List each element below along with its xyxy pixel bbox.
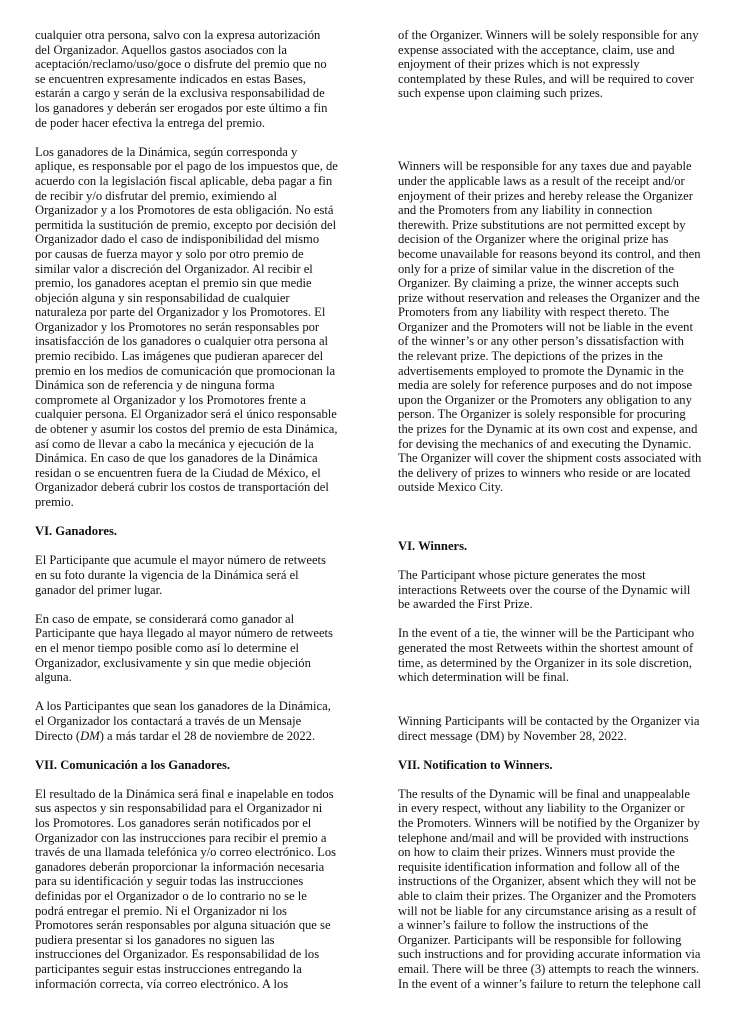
text-line: través de una llamada telefónica y/o correo electrónico. Los <box>35 845 337 860</box>
section-heading <box>35 524 355 539</box>
paragraph-spacer <box>35 743 355 758</box>
spanish-column <box>35 28 355 991</box>
text-line: de poder hacer efectiva la entrega del premio. <box>35 115 266 130</box>
paragraph-spacer <box>35 597 355 612</box>
text-line: podrá entregar el premio. Ni el Organizador ni los <box>35 903 287 918</box>
text-line: prize without reservation and releases the Organizer and the <box>398 290 700 305</box>
text-line: decision of the Organizer where the original prize has <box>398 232 669 247</box>
text-line: time, as determined by the Organizer in its sole discretion, <box>398 655 692 670</box>
text-line: Organizer and the Promoters will not be liable in the event <box>398 319 693 334</box>
text-line: contemplated by these Rules, and will be required to cover <box>398 71 694 86</box>
text-line: el Organizador los contactará a través de un Mensaje <box>35 713 302 728</box>
paragraph-spacer <box>398 772 718 787</box>
text-line: estarán a cargo y serán de la exclusiva responsabilidad de <box>35 86 325 101</box>
text-line: Organizador, exclusivamente y sin que medie objeción <box>35 655 311 670</box>
text-line: Participante que haya llegado al mayor número de retweets <box>35 626 333 641</box>
text-line: email. There will be three (3) attempts to reach the winners. <box>398 962 700 976</box>
text-line: outside Mexico City. <box>398 480 504 495</box>
text-line: Promotores serán responsables por alguna situación que se <box>35 918 331 933</box>
text-line: instructions of the Organizer, absent which they will not be <box>398 874 696 889</box>
text-line: in every respect, without any liability to the Organizer or <box>398 801 685 816</box>
text-line: will not be liable for any circumstance arising as a result of <box>398 903 697 918</box>
text-line: ganadores deberán proporcionar la información necesaria <box>35 859 325 874</box>
paragraph <box>398 626 718 684</box>
text-line: such expense upon claiming such prizes. <box>398 86 603 101</box>
text-line: premio recibido. Las imágenes que pudieran aparecer del <box>35 349 324 364</box>
paragraph <box>398 787 718 991</box>
text-line: Winners will be responsible for any taxes due and payable <box>398 159 692 174</box>
text-line: the delivery of prizes to winners who reside or are located <box>398 465 691 480</box>
text-line: Directo (DM) a más tardar el 28 de noviembre de 2022. <box>35 728 316 743</box>
paragraph-spacer <box>398 130 718 159</box>
text-line: objeción alguna y sin responsabilidad de cualquier <box>35 290 290 305</box>
text-line: instrucciones del Organizador. Es responsabilidad de los <box>35 947 320 962</box>
text-line: Dinámica. En caso de que los ganadores de la Dinámica <box>35 451 318 466</box>
text-line: on how to claim their prizes. Winners must provide the <box>398 845 675 860</box>
paragraph <box>35 699 355 743</box>
text-line: En caso de empate, se considerará como ganador al <box>35 611 295 626</box>
text-line: telephone and/mail and will be provided with instructions <box>398 830 689 845</box>
paragraph-spacer <box>398 685 718 714</box>
english-column <box>398 28 718 991</box>
text-line: premio. <box>35 495 74 509</box>
text-line: definidas por el Organizador o de lo contrario no se le <box>35 889 307 904</box>
text-line: Dinámica son de referencia y de ninguna forma <box>35 378 275 393</box>
paragraph <box>398 714 718 743</box>
text-line: los ganadores y deberán ser erogados por este último a fin <box>35 100 328 115</box>
text-line: se encuentren expresamente indicados en estas Bases, <box>35 71 307 86</box>
text-line: de obtener y asumir los costos del premio de esta Dinámica, <box>35 422 338 437</box>
text-line: requisite identification information and follow all of the <box>398 859 680 874</box>
text-line: en el menor tiempo posible como así lo determine el <box>35 640 300 655</box>
text-line: los Promotores. Los ganadores serán notificados por el <box>35 816 312 831</box>
paragraph <box>398 159 718 495</box>
text-line: expense associated with the acceptance, claim, use and <box>398 42 675 57</box>
paragraph-spacer <box>35 685 355 700</box>
paragraph <box>398 28 718 101</box>
section-heading <box>398 758 718 773</box>
text-line: therewith. Prize substitutions are not permitted except by <box>398 217 686 232</box>
text-line: media are solely for reference purposes and do not impose <box>398 378 693 393</box>
paragraph-spacer <box>398 743 718 758</box>
paragraph-spacer <box>35 510 355 525</box>
text-line: de recibir y/o disfrutar del premio, eximiendo al <box>35 188 277 203</box>
text-line: aplique, es responsable por el pago de los impuestos que, de <box>35 159 338 174</box>
text-line: A los Participantes que sean los ganadores de la Dinámica, <box>35 699 331 714</box>
text-line: cualquier persona. El Organizador será el único responsable <box>35 407 337 422</box>
text-line: en su foto durante la vigencia de la Dinámica será el <box>35 567 299 582</box>
text-line: In the event of a winner’s failure to return the telephone call <box>398 976 701 991</box>
text-line: sus aspectos y sin responsabilidad para el Organizador ni <box>35 801 323 816</box>
text-line: Organizador deberá cubrir los costos de transportación del <box>35 480 329 495</box>
text-line: Los ganadores de la Dinámica, según corresponda y <box>35 144 298 159</box>
text-line: cualquier otra persona, salvo con la expresa autorización <box>35 28 321 42</box>
text-line: Organizer. Participants will be responsible for following <box>398 932 682 947</box>
text-line: aceptación/reclamo/uso/goce o disfrute del premio que no <box>35 57 327 72</box>
paragraph <box>35 553 355 597</box>
paragraph <box>35 145 355 510</box>
text-line: generated the most Retweets within the shortest amount of <box>398 640 694 655</box>
paragraph-spacer <box>35 539 355 554</box>
text-line: Organizer. By claiming a prize, the winner accepts such <box>398 276 679 291</box>
text-line: upon the Organizer or the Promoters any obligation to any <box>398 392 692 407</box>
text-line: Organizador con las instrucciones para recibir el premio a <box>35 830 327 845</box>
text-line: ganador del primer lugar. <box>35 582 163 597</box>
paragraph-spacer <box>35 772 355 787</box>
text-line: insatisfacción de los ganadores o cualquier otra persona al <box>35 334 329 349</box>
text-line: of the winner’s or any other person’s dissatisfaction with <box>398 334 684 349</box>
text-line: only for a prize of similar value in the discretion of the <box>398 261 674 276</box>
text-line: enjoyment of their prizes and hereby release the Organizer <box>398 188 693 203</box>
text-line: Promoters from any liability with respect thereto. The <box>398 305 670 320</box>
text-line: able to claim their prizes. The Organizer and the Promoters <box>398 889 697 904</box>
paragraph <box>35 787 355 991</box>
text-line: interactions Retweets over the course of the Dynamic will <box>398 582 691 597</box>
text-line: información correcta, vía correo electrónico. A los <box>35 976 289 991</box>
section-heading <box>398 539 718 554</box>
text-line: direct message (DM) by November 28, 2022. <box>398 728 627 743</box>
paragraph-spacer <box>398 612 718 627</box>
text-line: residan o se encuentren fuera de la Ciudad de México, el <box>35 465 321 480</box>
text-line: be awarded the First Prize. <box>398 597 533 612</box>
text-line: alguna. <box>35 670 72 685</box>
text-line: naturaleza por parte del Organizador y los Promotores. El <box>35 305 326 320</box>
text-line: advertisements employed to promote the Dynamic in the <box>398 363 684 378</box>
text-line: permitida la sustitución de premio, excepto por decisión del <box>35 217 337 232</box>
text-line: become unavailable for reasons beyond its control, and then <box>398 246 701 261</box>
text-line: and the Promoters from any liability in connection <box>398 203 653 218</box>
text-line: Organizador y los Promotores no serán responsables por <box>35 319 320 334</box>
paragraph-spacer <box>398 553 718 568</box>
text-line: del Organizador. Aquellos gastos asociados con la <box>35 42 287 57</box>
text-line: similar valor a discreción del Organizador. Al recibir el <box>35 261 313 276</box>
text-line: The Organizer will cover the shipment costs associated with <box>398 451 702 466</box>
text-line: person. The Organizer is solely responsible for procuring <box>398 407 686 422</box>
text-line: compromete al Organizador y los Promotores frente a <box>35 392 306 407</box>
text-line: a winner’s failure to follow the instructions of the <box>398 918 649 933</box>
text-line: such instructions and for providing accurate information via <box>398 947 701 962</box>
text-line: Winning Participants will be contacted by the Organizer via <box>398 713 700 728</box>
text-line: El Participante que acumule el mayor número de retweets <box>35 553 326 568</box>
paragraph <box>398 568 718 612</box>
section-heading <box>35 758 355 773</box>
text-line: enjoyment of their prizes which is not expressly <box>398 57 640 72</box>
text-line: para su identificación y seguir todas las instrucciones <box>35 874 304 889</box>
text-line: In the event of a tie, the winner will be the Participant who <box>398 626 695 641</box>
paragraph-spacer <box>398 524 718 539</box>
text-line: participantes seguir estas instrucciones entregando la <box>35 962 302 976</box>
text-line: which determination will be final. <box>398 670 570 685</box>
text-line: the prizes for the Dynamic at its own cost and expense, and <box>398 422 698 437</box>
dm-abbreviation: DM <box>80 728 100 743</box>
text-line: premio, los ganadores aceptan el premio sin que medie <box>35 276 312 291</box>
heading-text: VII. Comunicación a los Ganadores. <box>35 757 230 772</box>
paragraph-spacer <box>398 101 718 130</box>
text-line: The results of the Dynamic will be final and unappealable <box>398 786 691 801</box>
text-line: for devising the mechanics of and executing the Dynamic. <box>398 436 692 451</box>
text-line: Organizador dado el caso de indisponibilidad del mismo <box>35 232 320 247</box>
paragraph <box>35 28 355 130</box>
text-line: premio en los medios de comunicación que promocionan la <box>35 363 336 378</box>
text-line: acuerdo con la legislación fiscal aplicable, deba pagar a fin <box>35 173 333 188</box>
paragraph-spacer <box>398 495 718 524</box>
heading-text: VI. Ganadores. <box>35 524 117 539</box>
paragraph <box>35 612 355 685</box>
text-line: under the applicable laws as a result of the receipt and/or <box>398 173 685 188</box>
text-line: pudiera presentar si los ganadores no siguen las <box>35 932 275 947</box>
text-line: the relevant prize. The depictions of the prizes in the <box>398 349 663 364</box>
text-line: of the Organizer. Winners will be solely responsible for any <box>398 28 699 42</box>
heading-text: VII. Notification to Winners. <box>398 757 553 772</box>
text-line: así como de llevar a cabo la mecánica y ejecución de la <box>35 436 314 451</box>
heading-text: VI. Winners. <box>398 538 468 553</box>
text-line: The Participant whose picture generates the most <box>398 567 646 582</box>
text-line: por causas de fuerza mayor y solo por otro premio de <box>35 246 304 261</box>
text-line: El resultado de la Dinámica será final e inapelable en todos <box>35 786 334 801</box>
text-line: Organizador y a los Promotores de esta obligación. No está <box>35 203 334 218</box>
text-line: the Promoters. Winners will be notified by the Organizer by <box>398 816 700 831</box>
paragraph-spacer <box>35 130 355 145</box>
